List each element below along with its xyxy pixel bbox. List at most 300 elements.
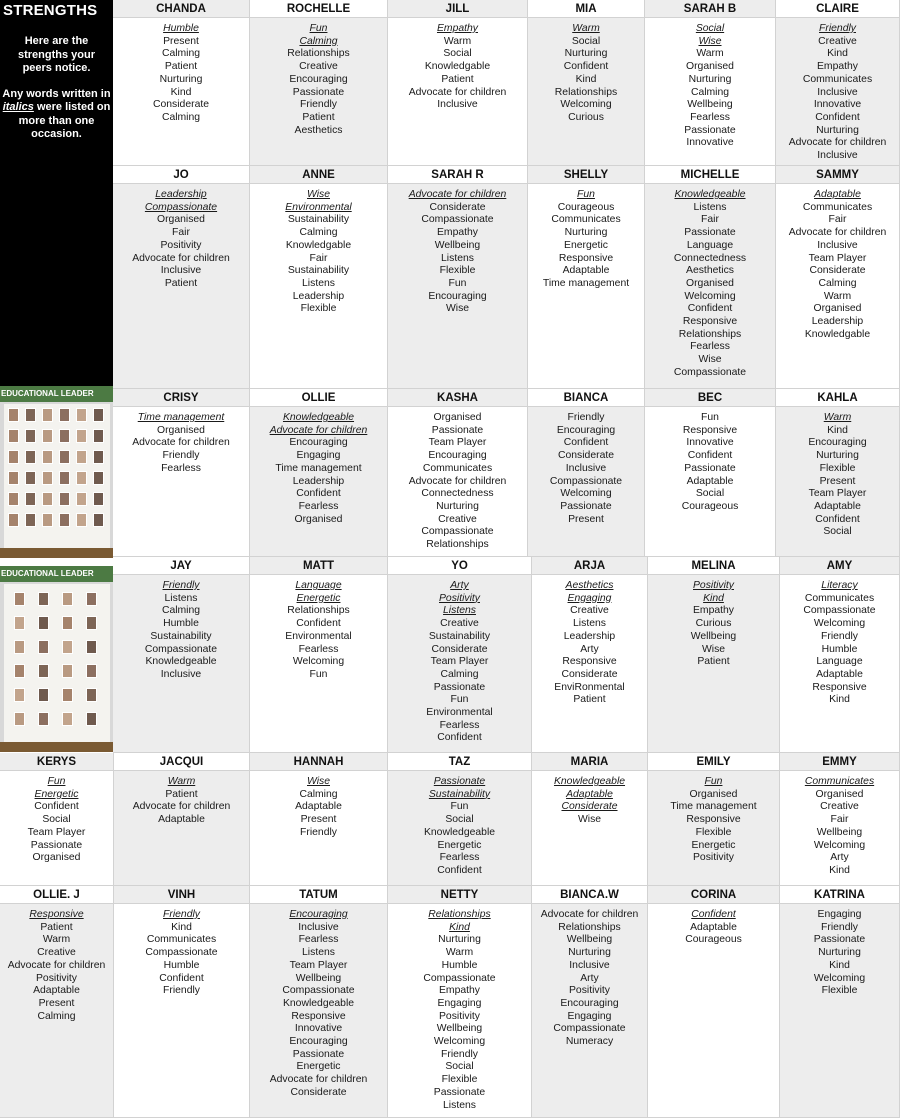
strength-word: Compassionate	[553, 1023, 626, 1035]
strength-word: Patient	[165, 788, 198, 800]
strength-word: Considerate	[152, 99, 210, 111]
strength-word: Wellbeing	[434, 239, 481, 251]
strength-word: Engaging	[296, 450, 341, 462]
strength-word: Confident	[687, 450, 733, 462]
strength-word: Nurturing	[436, 500, 479, 512]
strength-word: Fun	[309, 668, 328, 680]
strength-word: Adaptable	[814, 500, 861, 512]
strength-word: Welcoming	[433, 1036, 486, 1048]
person-card	[250, 753, 388, 886]
strength-word: Wise	[698, 35, 722, 47]
strength-word: Kind	[827, 48, 848, 60]
strength-word: Fair	[172, 227, 190, 239]
portrait-thumbnail	[86, 640, 97, 654]
portrait-thumbnail	[14, 640, 25, 654]
strength-list	[388, 904, 531, 1112]
strength-word: Knowledgeable	[282, 997, 355, 1009]
strength-word: Leadership	[155, 189, 207, 200]
strength-list	[113, 575, 249, 682]
strength-word: Empathy	[436, 23, 478, 34]
person-card	[776, 0, 900, 166]
portrait-thumbnail	[42, 408, 53, 422]
strength-word: Leadership	[811, 316, 864, 328]
strength-word: Adaptable	[562, 265, 610, 277]
strength-word: Communicates	[802, 73, 873, 85]
portrait-thumbnail	[25, 492, 36, 506]
strength-word: Warm	[823, 290, 852, 302]
strength-list	[776, 18, 899, 163]
strength-word: Innovative	[294, 1023, 343, 1035]
strength-list	[776, 184, 899, 341]
strength-word: Flexible	[300, 303, 337, 315]
strength-word: Adaptable	[33, 985, 80, 997]
strength-list	[113, 407, 249, 476]
strength-word: Kind	[829, 694, 850, 706]
strength-word: Passionate	[30, 839, 83, 851]
strength-word: Time management	[542, 277, 630, 289]
person-card	[776, 389, 900, 557]
strength-word: Humble	[163, 23, 199, 34]
strength-word: Energetic	[564, 239, 608, 251]
strength-word: Flexible	[441, 1074, 478, 1086]
strength-word: Energetic	[437, 839, 482, 851]
strength-list	[532, 575, 647, 707]
portrait-thumbnail	[59, 429, 70, 443]
strength-word: Calming	[37, 1010, 76, 1022]
strength-word: Fair	[309, 252, 328, 264]
strength-word: Advocate for children	[132, 801, 231, 813]
strength-word: Warm	[572, 23, 600, 34]
strength-word: Curious	[695, 618, 732, 630]
strength-word: Nurturing	[818, 947, 861, 959]
strength-word: Responsive	[558, 252, 614, 264]
strength-list	[113, 184, 249, 291]
person-card	[113, 166, 250, 389]
person-card	[645, 0, 776, 166]
portrait-thumbnail	[14, 688, 25, 702]
person-name: CORINA	[648, 886, 779, 904]
person-name: VINH	[114, 886, 249, 904]
portrait-thumbnail	[38, 688, 49, 702]
person-card	[645, 166, 776, 389]
strength-word: Wise	[307, 189, 330, 200]
portrait-thumbnail	[59, 513, 70, 527]
strength-word: Inclusive	[817, 86, 858, 98]
person-card	[648, 753, 780, 886]
strength-word: Team Player	[428, 437, 487, 449]
person-name: ANNE	[250, 166, 387, 184]
strength-word: Welcoming	[292, 656, 345, 668]
portrait-thumbnail	[8, 513, 19, 527]
person-name: CLAIRE	[776, 0, 899, 18]
strength-list	[114, 904, 249, 998]
strength-word: Social	[445, 1061, 474, 1073]
strength-word: Passionate	[433, 681, 486, 693]
strength-word: Fair	[701, 214, 719, 226]
strength-word: Team Player	[808, 252, 867, 264]
strength-word: Time management	[670, 801, 757, 813]
strength-word: Language	[816, 656, 863, 668]
strength-word: Encouraging	[428, 450, 487, 462]
portrait-thumbnail	[25, 450, 36, 464]
strength-word: Welcoming	[813, 618, 866, 630]
person-name: ARJA	[532, 557, 647, 575]
photo-caption: EDUCATIONAL LEADER	[0, 386, 114, 402]
strength-word: Inclusive	[437, 99, 478, 111]
strength-word: Warm	[443, 35, 472, 47]
person-name: MATT	[250, 557, 387, 575]
strength-word: Passionate	[813, 934, 866, 946]
strength-word: Responsive	[682, 316, 738, 328]
info-panel	[0, 0, 113, 386]
strength-word: Adaptable	[686, 475, 734, 487]
strength-word: Advocate for children	[408, 189, 507, 200]
person-card	[250, 0, 388, 166]
strength-word: Environmental	[285, 630, 352, 642]
strength-word: Friendly	[163, 985, 200, 997]
person-name: SHELLY	[528, 166, 644, 184]
person-name: SARAH R	[388, 166, 527, 184]
strength-word: Fun	[704, 776, 723, 787]
person-card	[113, 557, 250, 753]
strength-list	[388, 407, 527, 552]
strength-word: Nurturing	[816, 450, 859, 462]
strength-word: Connectedness	[673, 252, 747, 264]
strength-word: Encouraging	[289, 437, 348, 449]
strength-word: Calming	[690, 86, 730, 98]
strength-word: Leadership	[563, 630, 616, 642]
strength-word: Empathy	[436, 227, 478, 239]
portrait-thumbnail	[59, 408, 70, 422]
strength-word: Advocate for children	[269, 1074, 368, 1086]
strength-word: Fun	[309, 23, 328, 34]
strength-word: Empathy	[816, 61, 858, 73]
strength-word: Relationships	[678, 328, 742, 340]
strength-list	[780, 904, 899, 998]
person-card	[780, 886, 900, 1118]
strength-word: Passionate	[292, 1048, 345, 1060]
strength-word: Listens	[164, 592, 198, 604]
strength-word: Wellbeing	[816, 826, 863, 838]
strength-word: Confident	[815, 111, 860, 123]
strength-word: Nurturing	[159, 73, 203, 85]
portrait-thumbnail	[14, 664, 25, 678]
strength-word: Compassionate	[549, 475, 623, 487]
person-card	[388, 753, 532, 886]
person-name: BEC	[645, 389, 775, 407]
strength-word: Literacy	[821, 580, 858, 591]
person-name: CRISY	[113, 389, 249, 407]
strength-word: Compassionate	[282, 985, 355, 997]
strength-word: Fair	[828, 214, 847, 226]
strength-word: Relationships	[558, 921, 621, 933]
strength-word: Flexible	[821, 985, 858, 997]
strength-word: Adaptable	[816, 668, 863, 680]
strength-word: Kind	[171, 921, 192, 933]
strength-word: Responsive	[686, 814, 741, 826]
strength-word: Confident	[34, 801, 79, 813]
intro-text: Here are the strengths your peers notice.	[17, 35, 95, 74]
person-card	[0, 886, 114, 1118]
board-photo-1	[0, 386, 114, 558]
strength-word: Wise	[307, 776, 330, 787]
strength-word: Innovative	[686, 437, 734, 449]
strength-word: Knowledgeable	[674, 189, 746, 200]
strength-word: Numeracy	[565, 1036, 614, 1048]
strength-word: Aesthetics	[565, 580, 614, 591]
strength-word: Advocate for children	[788, 227, 887, 239]
portrait-thumbnail	[76, 513, 87, 527]
portrait-thumbnail	[25, 513, 36, 527]
strength-list	[648, 904, 779, 947]
strength-word: Adaptable	[690, 921, 737, 933]
strength-word: Advocate for children	[7, 959, 106, 971]
strength-word: Time management	[137, 412, 225, 423]
strength-word: Communicates	[802, 201, 873, 213]
strength-word: Relationships	[428, 909, 491, 920]
strength-list	[388, 18, 527, 112]
person-card	[528, 166, 645, 389]
strength-word: Energetic	[296, 1061, 341, 1073]
portrait-thumbnail	[62, 592, 73, 606]
strength-word: Confident	[691, 909, 736, 920]
strength-word: Fearless	[439, 719, 480, 731]
strength-list	[780, 771, 899, 878]
strength-word: Compassionate	[145, 947, 218, 959]
strength-word: Positivity	[439, 592, 480, 604]
person-card	[0, 753, 114, 886]
strength-word: Connectedness	[421, 488, 494, 500]
strength-word: Communicates	[422, 462, 493, 474]
strength-word: Responsive	[682, 424, 738, 436]
strength-word: Flexible	[819, 462, 856, 474]
person-name: NETTY	[388, 886, 531, 904]
portrait-thumbnail	[14, 592, 25, 606]
portrait-thumbnail	[8, 408, 19, 422]
portrait-thumbnail	[8, 492, 19, 506]
strength-word: Knowledgable	[424, 61, 491, 73]
portrait-thumbnail	[93, 492, 104, 506]
strength-word: Knowledgeable	[553, 776, 626, 787]
person-card	[113, 389, 250, 557]
strength-word: Energetic	[296, 592, 341, 604]
strength-word: Calming	[161, 111, 201, 123]
strength-list	[645, 184, 775, 380]
strength-word: Humble	[163, 959, 200, 971]
person-card	[250, 166, 388, 389]
strength-word: Patient	[697, 656, 730, 668]
strength-word: Adaptable	[814, 189, 861, 200]
strength-list	[532, 771, 647, 827]
strength-list	[776, 407, 899, 539]
strength-word: Courageous	[681, 500, 739, 512]
strength-word: Passionate	[292, 86, 345, 98]
strength-word: Kind	[170, 86, 192, 98]
strength-word: Welcoming	[813, 972, 866, 984]
strength-word: Patient	[164, 277, 198, 289]
strength-word: Creative	[818, 35, 857, 47]
strength-word: Friendly	[441, 1048, 478, 1060]
strength-list	[780, 575, 899, 707]
strength-word: Nurturing	[438, 934, 481, 946]
strength-word: Considerate	[429, 201, 486, 213]
italics-note	[0, 88, 113, 142]
strength-word: Social	[695, 488, 725, 500]
strength-word: Energetic	[691, 839, 736, 851]
portrait-thumbnail	[76, 492, 87, 506]
strength-word: Innovative	[813, 99, 862, 111]
person-card	[776, 166, 900, 389]
portrait-thumbnail	[76, 429, 87, 443]
strength-word: Encouraging	[289, 909, 348, 920]
portrait-thumbnail	[42, 513, 53, 527]
strength-list	[0, 771, 113, 865]
strength-word: Passionate	[684, 462, 736, 474]
strength-list	[645, 18, 775, 150]
portrait-thumbnail	[42, 429, 53, 443]
strength-word: Communicates	[146, 934, 217, 946]
strength-word: Confident	[159, 972, 204, 984]
strength-word: Curious	[568, 111, 604, 123]
strength-word: Creative	[438, 513, 477, 525]
strength-word: Confident	[815, 513, 860, 525]
strength-word: Relationships	[554, 86, 618, 98]
strength-word: Leadership	[292, 475, 345, 487]
strength-word: Considerate	[557, 450, 615, 462]
strength-word: Encouraging	[428, 290, 487, 302]
strength-word: Warm	[823, 412, 852, 423]
strength-word: Warm	[696, 48, 724, 60]
strength-list	[250, 904, 387, 1100]
strength-word: Communicates	[804, 776, 875, 787]
strength-word: Compassionate	[803, 605, 876, 617]
strength-word: Arty	[450, 580, 469, 591]
person-name: MICHELLE	[645, 166, 775, 184]
strength-word: EnviRonmental	[554, 681, 625, 693]
strength-word: Organised	[32, 852, 81, 864]
person-card	[250, 557, 388, 753]
strength-word: Energetic	[34, 788, 79, 800]
strength-word: Adaptable	[566, 788, 613, 800]
portrait-thumbnail	[14, 616, 25, 630]
strength-word: Sustainability	[428, 788, 491, 800]
portrait-thumbnail	[25, 429, 36, 443]
strength-word: Knowledgeable	[282, 412, 355, 423]
strength-word: Advocate for children	[132, 252, 230, 264]
board-photo-ledge	[0, 742, 114, 752]
strength-word: Positivity	[693, 580, 734, 591]
strength-word: Relationships	[287, 48, 350, 60]
strength-word: Social	[445, 814, 474, 826]
strength-word: Friendly	[162, 580, 200, 591]
strength-word: Knowledgeable	[145, 656, 217, 668]
strength-word: Knowledgable	[285, 239, 352, 251]
strength-word: Fun	[47, 776, 66, 787]
strength-word: Kind	[575, 73, 597, 85]
portrait-thumbnail	[76, 408, 87, 422]
strength-word: Positivity	[569, 985, 610, 997]
portrait-thumbnail	[25, 471, 36, 485]
strength-word: Friendly	[821, 921, 858, 933]
strength-list	[528, 407, 644, 526]
portrait-thumbnail	[38, 640, 49, 654]
strength-word: Organised	[686, 61, 734, 73]
strength-word: Nurturing	[816, 124, 859, 136]
portrait-thumbnail	[59, 450, 70, 464]
strength-word: Present	[163, 35, 199, 47]
strength-word: Friendly	[162, 450, 200, 462]
person-card	[780, 557, 900, 753]
strength-word: Wellbeing	[295, 972, 342, 984]
strength-word: Patient	[302, 111, 335, 123]
strength-word: Relationships	[426, 539, 489, 551]
strength-word: Welcoming	[684, 290, 736, 302]
strength-word: Inclusive	[160, 265, 202, 277]
person-name: MARIA	[532, 753, 647, 771]
strength-word: Calming	[299, 227, 338, 239]
strength-list	[114, 771, 249, 827]
strength-word: Warm	[42, 934, 71, 946]
strength-word: Patient	[40, 921, 73, 933]
strength-word: Organised	[815, 788, 864, 800]
strength-word: Arty	[830, 852, 849, 864]
portrait-thumbnail	[25, 408, 36, 422]
person-name: BIANCA	[528, 389, 644, 407]
photo-caption: EDUCATIONAL LEADER	[0, 566, 114, 582]
strength-word: Listens	[441, 252, 474, 264]
portrait-thumbnail	[8, 429, 19, 443]
note-prefix: Any words written in	[2, 87, 111, 100]
strength-list	[0, 904, 113, 1023]
strength-word: Passionate	[433, 776, 486, 787]
person-card	[250, 886, 388, 1118]
strength-word: Passionate	[431, 424, 484, 436]
strength-word: Organised	[813, 303, 862, 315]
strength-word: Leadership	[292, 290, 345, 302]
strength-word: Inclusive	[817, 150, 858, 162]
strength-word: Responsive	[291, 1010, 346, 1022]
strength-word: Fun	[450, 694, 469, 706]
strength-word: Patient	[441, 73, 474, 85]
portrait-thumbnail	[38, 616, 49, 630]
strength-word: Inclusive	[817, 239, 858, 251]
portrait-thumbnail	[8, 450, 19, 464]
strength-word: Kind	[827, 424, 848, 436]
strength-list	[645, 407, 775, 514]
strength-list	[532, 904, 647, 1049]
portrait-thumbnail	[8, 471, 19, 485]
strength-word: Team Player	[289, 959, 348, 971]
portrait-thumbnail	[38, 664, 49, 678]
strength-word: Aesthetics	[294, 124, 343, 136]
person-card	[388, 886, 532, 1118]
portrait-thumbnail	[62, 640, 73, 654]
strength-word: Inclusive	[298, 921, 339, 933]
strength-word: Flexible	[439, 265, 476, 277]
strength-word: Environmental	[426, 707, 493, 719]
strength-word: Organised	[157, 424, 205, 436]
strength-word: Empathy	[692, 605, 734, 617]
strength-word: Responsive	[562, 656, 617, 668]
strength-word: Passionate	[560, 500, 612, 512]
person-name: KATRINA	[780, 886, 899, 904]
strength-word: Social	[42, 814, 71, 826]
strength-word: Passionate	[433, 1086, 486, 1098]
strength-word: Courageous	[685, 934, 742, 946]
strength-word: Fearless	[298, 643, 339, 655]
strength-list	[113, 18, 249, 125]
strength-word: Confident	[296, 618, 341, 630]
